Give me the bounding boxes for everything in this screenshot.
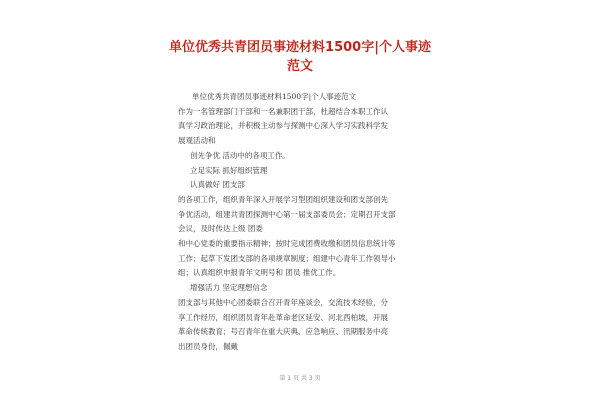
document-title-line-1: 单位优秀共青团员事迹材料1500字|个人事迹: [169, 40, 431, 55]
body-line: 革命传统教育；号召青年在重大庆典、应急响应、汛期服务中亮: [178, 327, 388, 337]
body-line: 组；认真组织申报青年文明号和 团员 推优工作。: [178, 268, 341, 278]
body-line: 增强活力 坚定理想信念: [190, 283, 268, 293]
page-indicator: 第 1 页 共 3 页: [279, 375, 321, 382]
document-body: [178, 90, 433, 355]
body-line: 和中心党委的重要指示精神；按时完成团费收缴和团员信息统计等: [178, 239, 396, 249]
body-line: 立足实际 抓好组织管理: [190, 165, 268, 175]
body-line: 工作；起草下发团支部的各项规章制度；组建中心青年工作领导小: [178, 253, 396, 263]
body-line: 团支部与其他中心团委联合召开青年座谈会，交流技术经验，分: [178, 297, 388, 307]
body-line: 创先争优 活动中的各项工作。: [190, 150, 290, 160]
body-line: 单位优秀共青团员事迹材料1500字|个人事迹范文: [192, 92, 357, 101]
document-title-line-2: 范文: [286, 59, 313, 74]
body-line: 的各项工作，组织青年深入开展学习型团组织建设和团支部创先: [178, 194, 388, 204]
body-line: 真学习政治理论，并积极主动参与探测中心深入学习实践科学发: [178, 121, 388, 131]
body-line: 出团员身份，佩戴: [178, 341, 238, 351]
body-line: 作为一名管理部门干部和一名兼职团干部，杜超结合本职工作认: [178, 106, 388, 116]
body-line: 展观活动和: [178, 136, 216, 146]
body-line: 享工作经历，组织团员青年赴革命老区延安、河北西柏坡，开展: [178, 312, 388, 322]
body-line: 会议，及时传达上级 团委: [178, 224, 263, 234]
body-line: 认真做好 团支部: [190, 180, 245, 190]
body-line: 争优活动，组建共青团探测中心第一届支部委员会；定期召开支部: [178, 209, 396, 219]
